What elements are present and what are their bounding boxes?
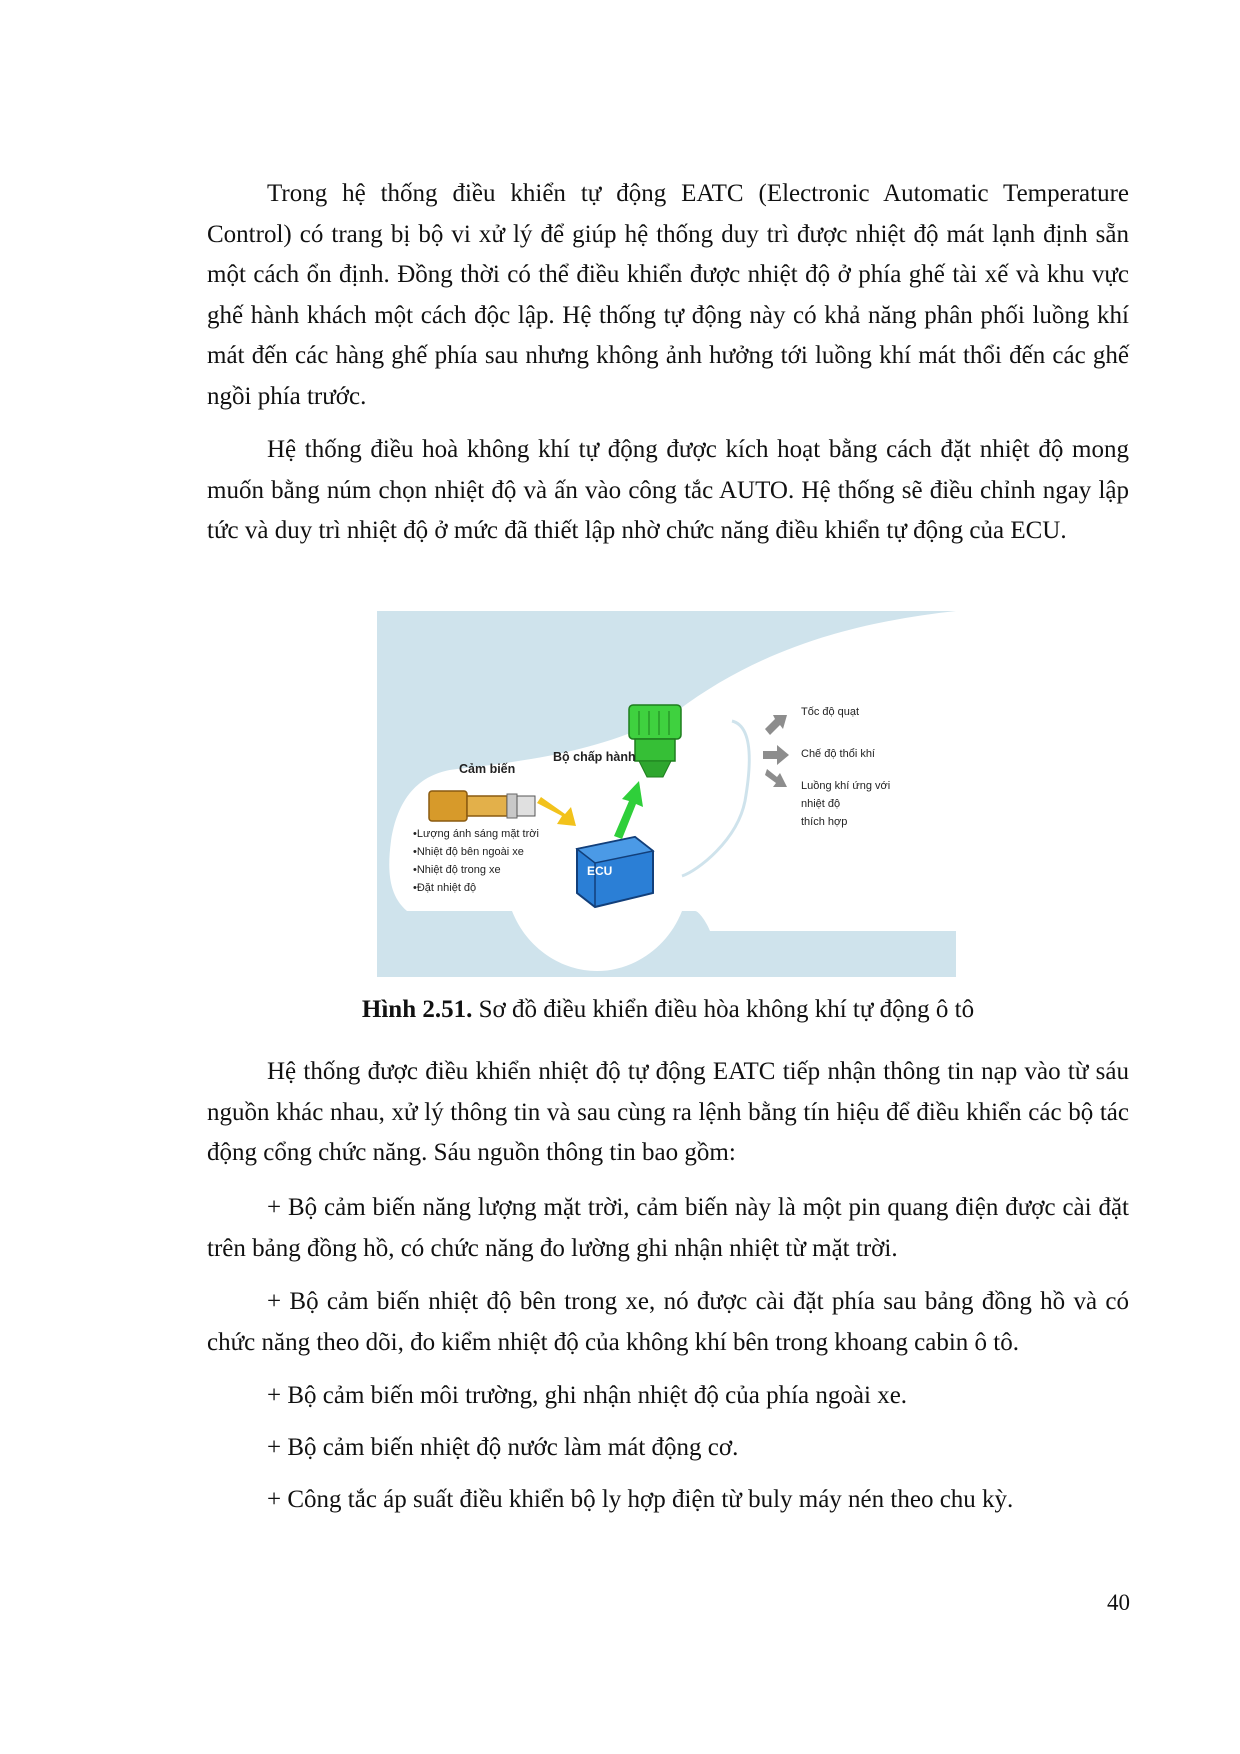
paragraph-auto-activation: Hệ thống điều hoà không khí tự động được kích hoạt bằng cách đặt nhiệt độ mong muốn bằng núm chọn nhiệt độ và ấn vào công tắc AUTO. Hệ thống sẽ điều chỉnh ngay lập tức và duy trì nhiệt độ ở mức đã thiết lập nhờ chức năng điều khiển tự động của ECU. bbox=[207, 436, 1129, 544]
sensor-item-1: •Lượng ánh sáng mặt trời bbox=[413, 828, 539, 840]
page-number: 40 bbox=[1107, 1590, 1130, 1615]
paragraph-eatc-intro: Trong hệ thống điều khiển tự động EATC (Electronic Automatic Temperature Control) có trang bị bộ vi xử lý để giúp hệ thống duy trì được nhiệt độ mát lạnh định sẵn một cách ổn định. Đồng thời có thể điều khiển được nhiệt độ ở phía ghế tài xế và khu vực ghế hành khách một cách độc lập. Hệ thống tự động này có khả năng phân phối luồng khí mát đến các hàng ghế phía sau nhưng không ảnh hưởng tới luồng khí mát thổi đến các ghế ngồi phía trước. bbox=[207, 180, 1129, 410]
list-item-solar-sensor: + Bộ cảm biến năng lượng mặt trời, cảm biến này là một pin quang điện được cài đặt trên bảng đồng hồ, có chức năng đo lường ghi nhận nhiệt từ mặt trời. bbox=[207, 1194, 1129, 1262]
actuator-title: Bộ chấp hành bbox=[553, 750, 636, 764]
output-airflow-line-3: thích hợp bbox=[801, 816, 848, 828]
list-item-pressure-switch: + Công tắc áp suất điều khiển bộ ly hợp điện từ buly máy nén theo chu kỳ. bbox=[267, 1486, 1014, 1513]
sensor-item-2: •Nhiệt độ bên ngoài xe bbox=[413, 846, 524, 858]
paragraph-six-sources: Hệ thống được điều khiển nhiệt độ tự động EATC tiếp nhận thông tin nạp vào từ sáu nguồn khác nhau, xử lý thông tin và sau cùng ra lệnh bằng tín hiệu để điều khiển các bộ tác động cổng chức năng. Sáu nguồn thông tin bao gồm: bbox=[207, 1058, 1129, 1166]
list-item-interior-sensor: + Bộ cảm biến nhiệt độ bên trong xe, nó được cài đặt phía sau bảng đồng hồ và có chức năng theo dõi, đo kiểm nhiệt độ của không khí bên trong khoang cabin ô tô. bbox=[207, 1288, 1129, 1356]
sensor-item-4: •Đặt nhiệt độ bbox=[413, 882, 477, 894]
output-blow-mode: Chế độ thổi khí bbox=[801, 748, 875, 760]
output-airflow-line-1: Luồng khí ứng với bbox=[801, 780, 891, 792]
list-item-ambient-sensor: + Bộ cảm biến môi trường, ghi nhận nhiệt độ của phía ngoài xe. bbox=[267, 1382, 908, 1409]
output-airflow-line-2: nhiệt độ bbox=[801, 798, 841, 810]
eatc-diagram bbox=[377, 611, 956, 977]
sensor-title: Cảm biến bbox=[459, 762, 516, 776]
caption-label: Hình 2.51. bbox=[361, 996, 473, 1023]
ecu-label: ECU bbox=[587, 864, 613, 878]
list-item-coolant-sensor: + Bộ cảm biến nhiệt độ nước làm mát động cơ. bbox=[267, 1434, 739, 1461]
sensor-item-3: •Nhiệt độ trong xe bbox=[413, 864, 501, 876]
figure-caption bbox=[207, 996, 1129, 1024]
caption-text: Sơ đồ điều khiển điều hòa không khí tự động ô tô bbox=[472, 996, 975, 1023]
output-fan-speed: Tốc độ quạt bbox=[801, 706, 860, 718]
sensor-icon bbox=[429, 791, 535, 821]
